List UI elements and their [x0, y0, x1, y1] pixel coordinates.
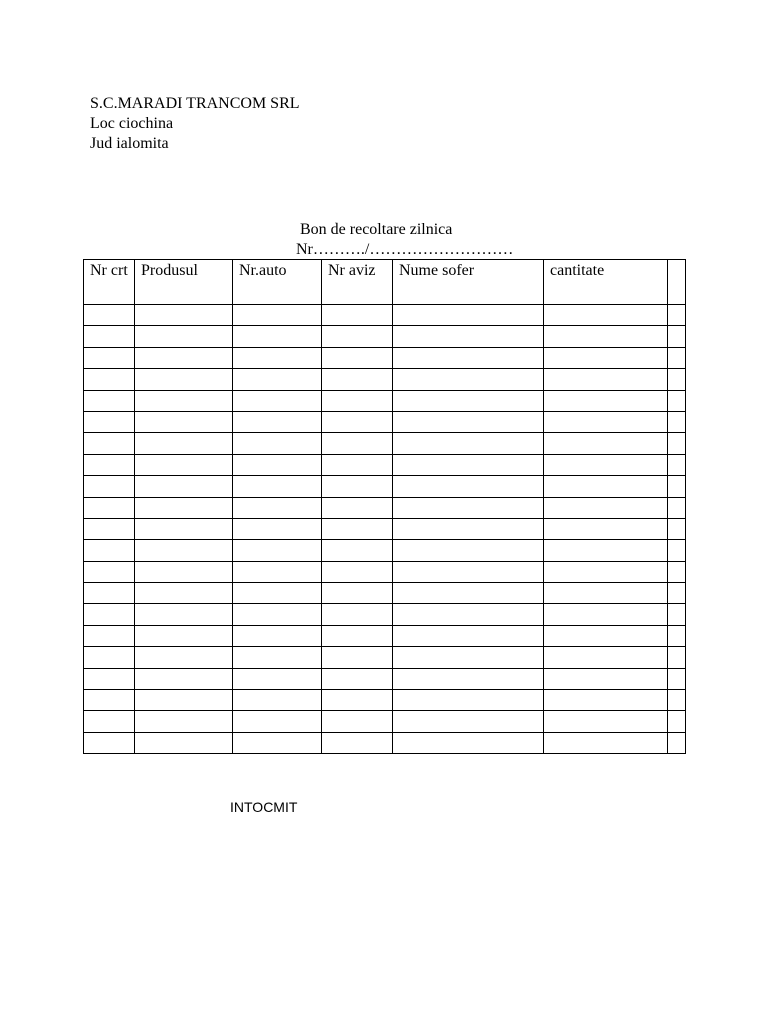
table-row: [84, 326, 686, 347]
table-cell[interactable]: [668, 711, 686, 732]
table-cell[interactable]: [393, 668, 544, 689]
table-cell[interactable]: [668, 454, 686, 475]
table-cell[interactable]: [393, 732, 544, 753]
table-cell[interactable]: [668, 347, 686, 368]
table-cell[interactable]: [668, 518, 686, 539]
table-row: [84, 411, 686, 432]
table-cell[interactable]: [544, 583, 668, 604]
table-cell[interactable]: [233, 390, 322, 411]
table-cell[interactable]: [135, 476, 233, 497]
table-row: [84, 561, 686, 582]
table-row: [84, 347, 686, 368]
harvest-table: [83, 259, 686, 754]
table-cell[interactable]: [84, 326, 135, 347]
table-row: [84, 433, 686, 454]
table-cell[interactable]: [544, 668, 668, 689]
table-cell[interactable]: [668, 732, 686, 753]
table-cell[interactable]: [84, 561, 135, 582]
table-row: [84, 369, 686, 390]
table-cell[interactable]: [393, 690, 544, 711]
table-cell[interactable]: [322, 390, 393, 411]
table-cell[interactable]: [84, 668, 135, 689]
table-cell[interactable]: [135, 454, 233, 475]
table-cell[interactable]: [393, 561, 544, 582]
table-cell[interactable]: [393, 540, 544, 561]
table-cell[interactable]: [544, 690, 668, 711]
table-cell[interactable]: [84, 732, 135, 753]
table-cell[interactable]: [393, 433, 544, 454]
table-cell[interactable]: [393, 583, 544, 604]
table-cell[interactable]: [544, 347, 668, 368]
table-cell[interactable]: [322, 732, 393, 753]
table-cell[interactable]: [393, 647, 544, 668]
table-cell[interactable]: [135, 690, 233, 711]
table-cell[interactable]: [544, 604, 668, 625]
document-title: Bon de recoltare zilnica: [300, 221, 453, 238]
table-cell[interactable]: [135, 647, 233, 668]
table-cell[interactable]: [233, 583, 322, 604]
table-cell[interactable]: [544, 369, 668, 390]
table-cell[interactable]: [135, 347, 233, 368]
table-cell[interactable]: [84, 369, 135, 390]
column-header-nr-aviz: Nr aviz: [322, 260, 393, 305]
table-cell[interactable]: [233, 305, 322, 326]
table-cell[interactable]: [668, 561, 686, 582]
table-cell[interactable]: [544, 454, 668, 475]
table-cell[interactable]: [135, 305, 233, 326]
table-cell[interactable]: [668, 690, 686, 711]
table-cell[interactable]: [668, 326, 686, 347]
table-cell[interactable]: [544, 518, 668, 539]
table-row: [84, 732, 686, 753]
table-cell[interactable]: [84, 454, 135, 475]
table-cell[interactable]: [668, 411, 686, 432]
table-cell[interactable]: [393, 497, 544, 518]
table-body: [84, 305, 686, 754]
table-cell[interactable]: [233, 518, 322, 539]
table-row: [84, 518, 686, 539]
table-cell[interactable]: [84, 305, 135, 326]
table-cell[interactable]: [84, 518, 135, 539]
table-row: [84, 454, 686, 475]
company-name: S.C.MARADI TRANCOM SRL: [90, 95, 300, 112]
table-cell[interactable]: [322, 518, 393, 539]
table-cell[interactable]: [233, 497, 322, 518]
table-cell[interactable]: [668, 604, 686, 625]
table-cell[interactable]: [322, 369, 393, 390]
company-county: Jud ialomita: [90, 135, 169, 152]
table-cell[interactable]: [322, 454, 393, 475]
table-cell[interactable]: [135, 411, 233, 432]
table-cell[interactable]: [233, 454, 322, 475]
table-cell[interactable]: [84, 647, 135, 668]
table-cell[interactable]: [322, 540, 393, 561]
table-cell[interactable]: [393, 305, 544, 326]
table-cell[interactable]: [84, 625, 135, 646]
table-cell[interactable]: [668, 668, 686, 689]
table-cell[interactable]: [393, 347, 544, 368]
table-row: [84, 690, 686, 711]
table-cell[interactable]: [322, 690, 393, 711]
table-cell[interactable]: [544, 433, 668, 454]
table-cell[interactable]: [233, 668, 322, 689]
table-cell[interactable]: [84, 433, 135, 454]
table-cell[interactable]: [84, 583, 135, 604]
table-cell[interactable]: [233, 433, 322, 454]
table-row: [84, 476, 686, 497]
table-cell[interactable]: [84, 540, 135, 561]
table-cell[interactable]: [393, 326, 544, 347]
table-cell[interactable]: [84, 411, 135, 432]
document-number-line: Nr………./………………………: [296, 241, 514, 258]
column-header-nr-crt: Nr crt: [84, 260, 135, 305]
company-locality: Loc ciochina: [90, 115, 174, 132]
table-cell[interactable]: [233, 411, 322, 432]
table-cell[interactable]: [544, 647, 668, 668]
table-cell[interactable]: [544, 540, 668, 561]
company-header: [90, 94, 300, 154]
table-cell[interactable]: [322, 711, 393, 732]
table-cell[interactable]: [322, 647, 393, 668]
table-cell[interactable]: [322, 497, 393, 518]
table-cell[interactable]: [135, 561, 233, 582]
table-cell[interactable]: [233, 540, 322, 561]
table-cell[interactable]: [544, 390, 668, 411]
table-cell[interactable]: [135, 604, 233, 625]
table-cell[interactable]: [393, 604, 544, 625]
table-cell[interactable]: [544, 476, 668, 497]
table-cell[interactable]: [233, 476, 322, 497]
table-cell[interactable]: [233, 732, 322, 753]
table-cell[interactable]: [84, 476, 135, 497]
table-cell[interactable]: [233, 625, 322, 646]
column-header-produsul: Produsul: [135, 260, 233, 305]
column-header-nr-auto: Nr.auto: [233, 260, 322, 305]
table-cell[interactable]: [544, 561, 668, 582]
table-cell[interactable]: [233, 647, 322, 668]
table-cell[interactable]: [233, 369, 322, 390]
table-cell[interactable]: [233, 347, 322, 368]
table-cell[interactable]: [233, 711, 322, 732]
table-cell[interactable]: [135, 625, 233, 646]
table-row: [84, 390, 686, 411]
table-cell[interactable]: [393, 454, 544, 475]
table-cell[interactable]: [668, 369, 686, 390]
table-cell[interactable]: [544, 305, 668, 326]
table-cell[interactable]: [668, 647, 686, 668]
table-cell[interactable]: [393, 711, 544, 732]
table-cell[interactable]: [668, 497, 686, 518]
table-cell[interactable]: [322, 305, 393, 326]
table-row: [84, 647, 686, 668]
table-cell[interactable]: [135, 326, 233, 347]
table-cell[interactable]: [322, 604, 393, 625]
table-row: [84, 668, 686, 689]
table-cell[interactable]: [84, 690, 135, 711]
table-cell[interactable]: [544, 711, 668, 732]
table-cell[interactable]: [322, 583, 393, 604]
table-cell[interactable]: [135, 390, 233, 411]
table-cell[interactable]: [322, 476, 393, 497]
table-cell[interactable]: [544, 411, 668, 432]
table-cell[interactable]: [135, 518, 233, 539]
table-cell[interactable]: [135, 732, 233, 753]
column-header-extra: [668, 260, 686, 305]
table-row: [84, 497, 686, 518]
table-cell[interactable]: [135, 540, 233, 561]
table-cell[interactable]: [135, 369, 233, 390]
table-cell[interactable]: [668, 390, 686, 411]
table-cell[interactable]: [393, 476, 544, 497]
table-cell[interactable]: [393, 625, 544, 646]
table-cell[interactable]: [322, 668, 393, 689]
table-cell[interactable]: [544, 326, 668, 347]
table-cell[interactable]: [84, 711, 135, 732]
table-row: [84, 540, 686, 561]
table-cell[interactable]: [393, 369, 544, 390]
table-cell[interactable]: [84, 347, 135, 368]
table-cell[interactable]: [135, 668, 233, 689]
table-cell[interactable]: [544, 625, 668, 646]
table-cell[interactable]: [135, 583, 233, 604]
table-cell[interactable]: [322, 561, 393, 582]
table-cell[interactable]: [322, 433, 393, 454]
table-cell[interactable]: [544, 497, 668, 518]
table-row: [84, 604, 686, 625]
table-cell[interactable]: [668, 305, 686, 326]
table-header-row: [84, 260, 686, 305]
table-row: [84, 583, 686, 604]
table-cell[interactable]: [322, 411, 393, 432]
table-cell[interactable]: [668, 583, 686, 604]
table-cell[interactable]: [544, 732, 668, 753]
table-cell[interactable]: [393, 390, 544, 411]
table-cell[interactable]: [84, 604, 135, 625]
table-cell[interactable]: [668, 476, 686, 497]
table-cell[interactable]: [84, 497, 135, 518]
table-cell[interactable]: [233, 561, 322, 582]
table-cell[interactable]: [393, 411, 544, 432]
table-cell[interactable]: [393, 518, 544, 539]
table-cell[interactable]: [668, 540, 686, 561]
table-cell[interactable]: [233, 326, 322, 347]
table-cell[interactable]: [135, 433, 233, 454]
table-cell[interactable]: [84, 390, 135, 411]
table-cell[interactable]: [322, 625, 393, 646]
table-cell[interactable]: [233, 604, 322, 625]
table-cell[interactable]: [322, 326, 393, 347]
intocmit-label: INTOCMIT: [230, 799, 298, 815]
table-cell[interactable]: [668, 625, 686, 646]
table-row: [84, 625, 686, 646]
column-header-nume-sofer: Nume sofer: [393, 260, 544, 305]
column-header-cantitate: cantitate: [544, 260, 668, 305]
table-cell[interactable]: [322, 347, 393, 368]
table-cell[interactable]: [668, 433, 686, 454]
table-row: [84, 305, 686, 326]
table-cell[interactable]: [135, 497, 233, 518]
table-cell[interactable]: [135, 711, 233, 732]
table-cell[interactable]: [233, 690, 322, 711]
table-row: [84, 711, 686, 732]
